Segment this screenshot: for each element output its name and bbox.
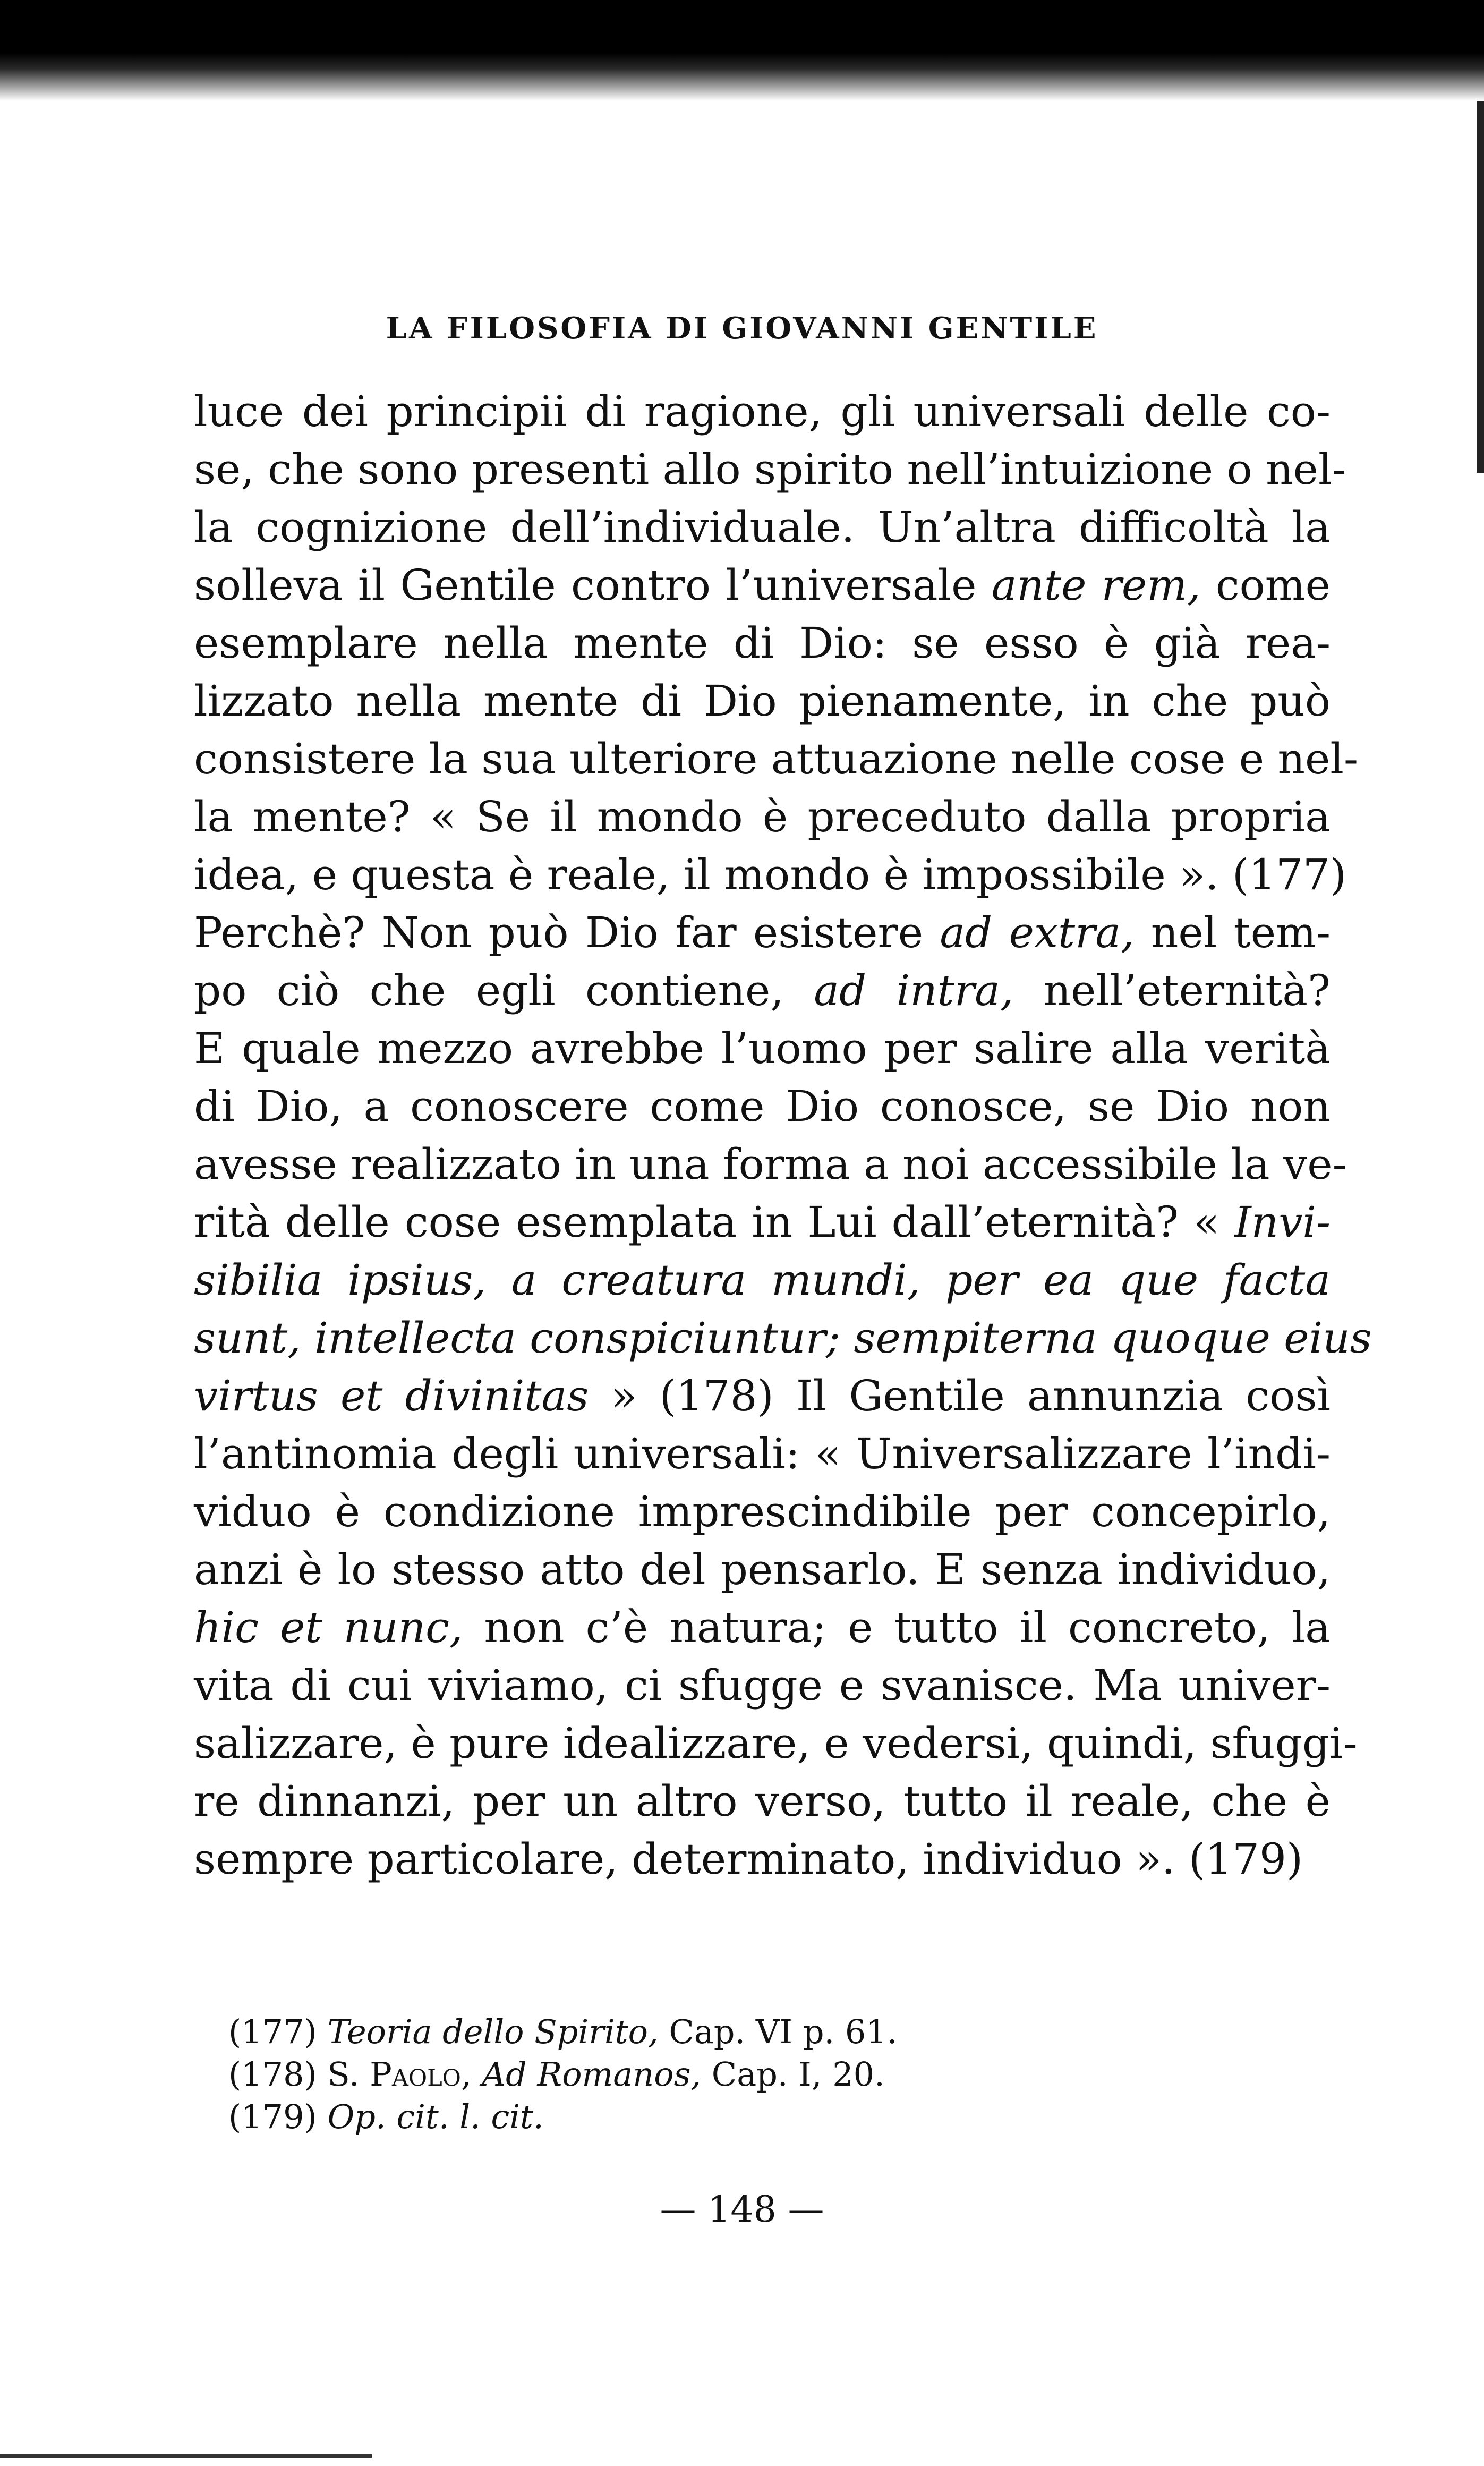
text-line: se, che sono presenti allo spirito nell’intuizione o nel- [194,445,1346,494]
footnote-179: (179) Op. cit. l. cit. [228,2097,544,2136]
text-line: viduo è condizione imprescindibile per concepirlo, [194,1487,1331,1536]
text-line: idea, e questa è reale, il mondo è impossibile ». (177) [194,850,1347,899]
text-line: luce dei principii di ragione, gli universali delle co- [194,387,1331,436]
text-line: hic et nunc, non c’è natura; e tutto il concreto, la [194,1603,1331,1652]
footnote-178: (178) S. Paolo, Ad Romanos, Cap. I, 20. [228,2055,885,2094]
text-line: rità delle cose esemplata in Lui dall’eternità? « Invi- [194,1197,1331,1247]
scan-border-bottom [0,2454,372,2458]
footnote-177: (177) Teoria dello Spirito, Cap. VI p. 61. [228,2012,898,2051]
text-line: salizzare, è pure idealizzare, e vedersi, quindi, sfuggi- [194,1719,1358,1768]
text-line: virtus et divinitas » (178) Il Gentile annunzia così [194,1371,1331,1421]
text-line: re dinnanzi, per un altro verso, tutto il reale, che è [194,1776,1331,1826]
text-line: solleva il Gentile contro l’universale ante rem, come [194,560,1331,610]
text-line: esemplare nella mente di Dio: se esso è già rea- [194,618,1331,668]
text-line: sunt, intellecta conspiciuntur; sempiterna quoque eius [194,1313,1372,1363]
text-line: la mente? « Se il mondo è preceduto dalla propria [194,792,1331,841]
text-line: sempre particolare, determinato, individuo ». (179) [194,1834,1303,1884]
text-line: l’antinomia degli universali: « Universalizzare l’indi- [194,1429,1331,1478]
body-text [194,382,1372,1888]
page-number: — 148 — [660,2189,824,2231]
text-line: anzi è lo stesso atto del pensarlo. E senza individuo, [194,1545,1331,1594]
text-line: la cognizione dell’individuale. Un’altra difficoltà la [194,503,1331,552]
text-line: consistere la sua ulteriore attuazione nelle cose e nel- [194,734,1358,784]
text-line: po ciò che egli contiene, ad intra, nell’eternità? [194,966,1331,1015]
text-line: lizzato nella mente di Dio pienamente, in che può [194,676,1331,726]
running-head: LA FILOSOFIA DI GIOVANNI GENTILE [386,311,1098,346]
scan-border-top [0,0,1484,101]
scan-border-right [1477,101,1484,473]
text-line: vita di cui viviamo, ci sfugge e svanisce. Ma univer- [194,1661,1331,1710]
text-line: di Dio, a conoscere come Dio conosce, se Dio non [194,1082,1331,1131]
text-line: sibilia ipsius, a creatura mundi, per ea que facta [194,1255,1331,1305]
footnotes [228,2011,1238,2138]
text-line: avesse realizzato in una forma a noi accessibile la ve- [194,1140,1347,1189]
text-line: Perchè? Non può Dio far esistere ad extra, nel tem- [194,908,1331,957]
text-line: E quale mezzo avrebbe l’uomo per salire alla verità [194,1024,1331,1073]
